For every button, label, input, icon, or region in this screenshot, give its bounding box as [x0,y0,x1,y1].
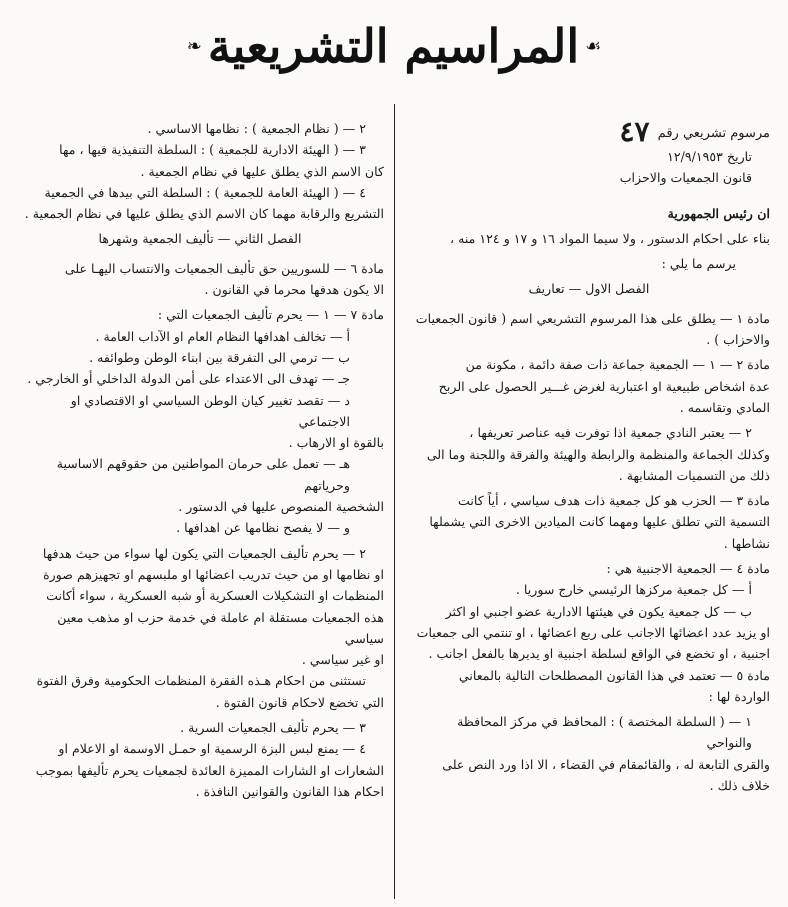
text-line: تستثنى من احكام هـذه الفقرة المنظمات الحكومية وفرق الفتوة [36,673,366,689]
law-title: قانون الجمعيات والاحزاب [619,170,752,186]
text-line: ٤ — ( الهيئة العامة للجمعية ) : السلطة التي بيدها في الجمعية [44,184,366,200]
text-line: التشريع والرقابة مهما كان الاسم الذي يطلق عليها في نظام الجمعية . [24,206,384,222]
right-column [408,115,770,796]
left-column [16,118,384,802]
text-line: او يزيد عدد اعضائها الاجانب على ربع اعضائها ، او تنتمي الى جمعيات [416,624,770,640]
text-line: الا يكون هدفها محرما في القانون . [204,282,384,298]
page-title: المراسيم التشريعية [207,19,580,73]
text-line: ٤ — يمنع لبس البزة الرسمية او حمـل الاوسمة او الاعلام او [58,741,366,757]
text-line: المادي وتقاسمه . [679,399,770,415]
text-line: د — تقصد تغيير كيان الوطن السياسي او الاقتصادي او الاجتماعي [70,392,350,429]
text-line: وكذلك الجماعة والمنظمة والرابطة والهيئة والفرقة واللجنة وما الى [426,446,770,462]
decrees-line: يرسم ما يلي : [661,256,736,272]
text-line: هـ — تعمل على حرمان المواطنين من حقوقهم الاساسية وحرياتهم [56,456,350,493]
text-line: مادة ٢ — ١ — الجمعية جماعة ذات صفة دائمة ، مكونة من [465,357,770,373]
text-line: هذه الجمعيات مستقلة ام عاملة في خدمة حزب او مذهب معين سياسي [57,609,384,646]
text-line: ب — كل جمعية يكون في هيئتها الادارية عضو اجنبي او اكثر [445,603,752,619]
text-line: بالقوة او الارهاب . [288,435,384,451]
president-line: ان رئيس الجمهورية [667,205,770,221]
text-line: المنظمات او التشكيلات العسكرية أو شبه العسكرية ، سواء أكانت [46,588,384,604]
ornament-icon: ❧ [186,35,202,57]
text-line: والقرى التابعة له ، والقائمقام في القضاء ، الا اذا ورد النص على [442,756,770,772]
text-line: ٢ — ( نظام الجمعية ) : نظامها الاساسي . [147,121,366,136]
text-line: و — لا يفصح نظامها عن اهدافها . [176,520,350,536]
text-line: مادة ٦ — للسوريين حق تأليف الجمعيات والانتساب اليهـا على [64,260,384,276]
text-line: والاحزاب ) . [706,332,770,348]
page-header [0,0,788,92]
text-line: جـ — تهدف الى الاعتداء على أمن الدولة الداخلي أو الخارجي . [27,371,350,387]
chapter-heading: الفصل الثاني — تأليف الجمعية وشهرها [98,231,302,247]
legal-basis: بناء على احكام الدستور ، ولا سيما المواد ١٦ و ١٧ و ١٢٤ منه ، [450,230,770,246]
text-line: ٢ — يحرم تأليف الجمعيات التي يكون لها سواء من حيث هدفها [42,545,366,561]
ornament-icon: ☙ [585,35,602,57]
text-line: ٣ — ( الهيئة الادارية للجمعية ) : السلطة التنفيذية فيها ، مها [59,142,366,158]
text-line: الشخصية المنصوص عليها في الدستور . [178,499,384,515]
text-line: كان الاسم الذي يطلق عليها في نظام الجمعية . [140,163,384,179]
text-line: عدة اشخاص طبيعية او اعتبارية لغرض غـــير الحصول على الربح [438,378,770,394]
text-line: ٣ — يحرم تأليف الجمعيات السرية . [180,720,366,736]
decree-heading: مرسوم تشريعي رقم ٤٧ [619,115,770,148]
text-line: ١ — ( السلطة المختصة ) : المحافظ في مركز المحافظة والنواحي [457,714,752,751]
text-line: مادة ١ — يطلق على هذا المرسوم التشريعي اسم ( قانون الجمعيات [415,310,770,326]
text-line: مادة ٥ — تعتمد في هذا القانون المصطلحات التالية بالمعاني [458,667,770,683]
text-line: مادة ٤ — الجمعية الاجنبية هي : [606,561,770,577]
text-line: او نظامها او من حيث تدريب اعضائها او ملبسهم او تجهيزهم صورة [43,566,384,582]
text-line: ٢ — يعتبر النادي جمعية اذا توفرت فيه عناصر تعريفها ، [469,425,752,441]
text-line: الشعارات او الشارات المميزة العائدة لجمعيات يحرم تأليفها بموجب [35,762,384,778]
decree-date: تاريخ ١٢/٩/١٩٥٣ [667,149,752,164]
decree-number: ٤٧ [619,115,650,148]
text-line: اجنبية ، او تخضع في الواقع لسلطة اجنبية او يديرها بالفعل اجانب . [428,646,770,662]
text-line: التسمية التي تطلق عليها ومهما كانت الميادين الاخرى التي يشملها نشاطها . [429,514,770,551]
text-line: الواردة لها : [708,688,770,704]
text-line: ب — ترمي الى التفرقة بين ابناء الوطن وطوائفه . [89,349,350,365]
chapter-heading: الفصل الاول — تعاريف [528,281,650,297]
text-line: أ — كل جمعية مركزها الرئيسي خارج سوريا . [515,582,752,598]
text-line: مادة ٧ — ١ — يحرم تأليف الجمعيات التي : [157,307,384,323]
text-line: او غير سياسي . [301,652,384,668]
text-line: ذلك من التسميات المشابهة . [618,467,770,483]
text-line: خلاف ذلك . [709,778,770,794]
text-line: مادة ٣ — الحزب هو كل جمعية ذات هدف سياسي ، أياً كانت [458,493,770,509]
text-line: التي تخضع لاحكام قانون الفتوة . [215,694,384,710]
text-line: احكام هذا القانون والقوانين النافذة . [195,783,384,799]
column-divider [394,104,395,899]
text-line: أ — تخالف اهدافها النظام العام او الآداب العامة . [95,328,350,344]
